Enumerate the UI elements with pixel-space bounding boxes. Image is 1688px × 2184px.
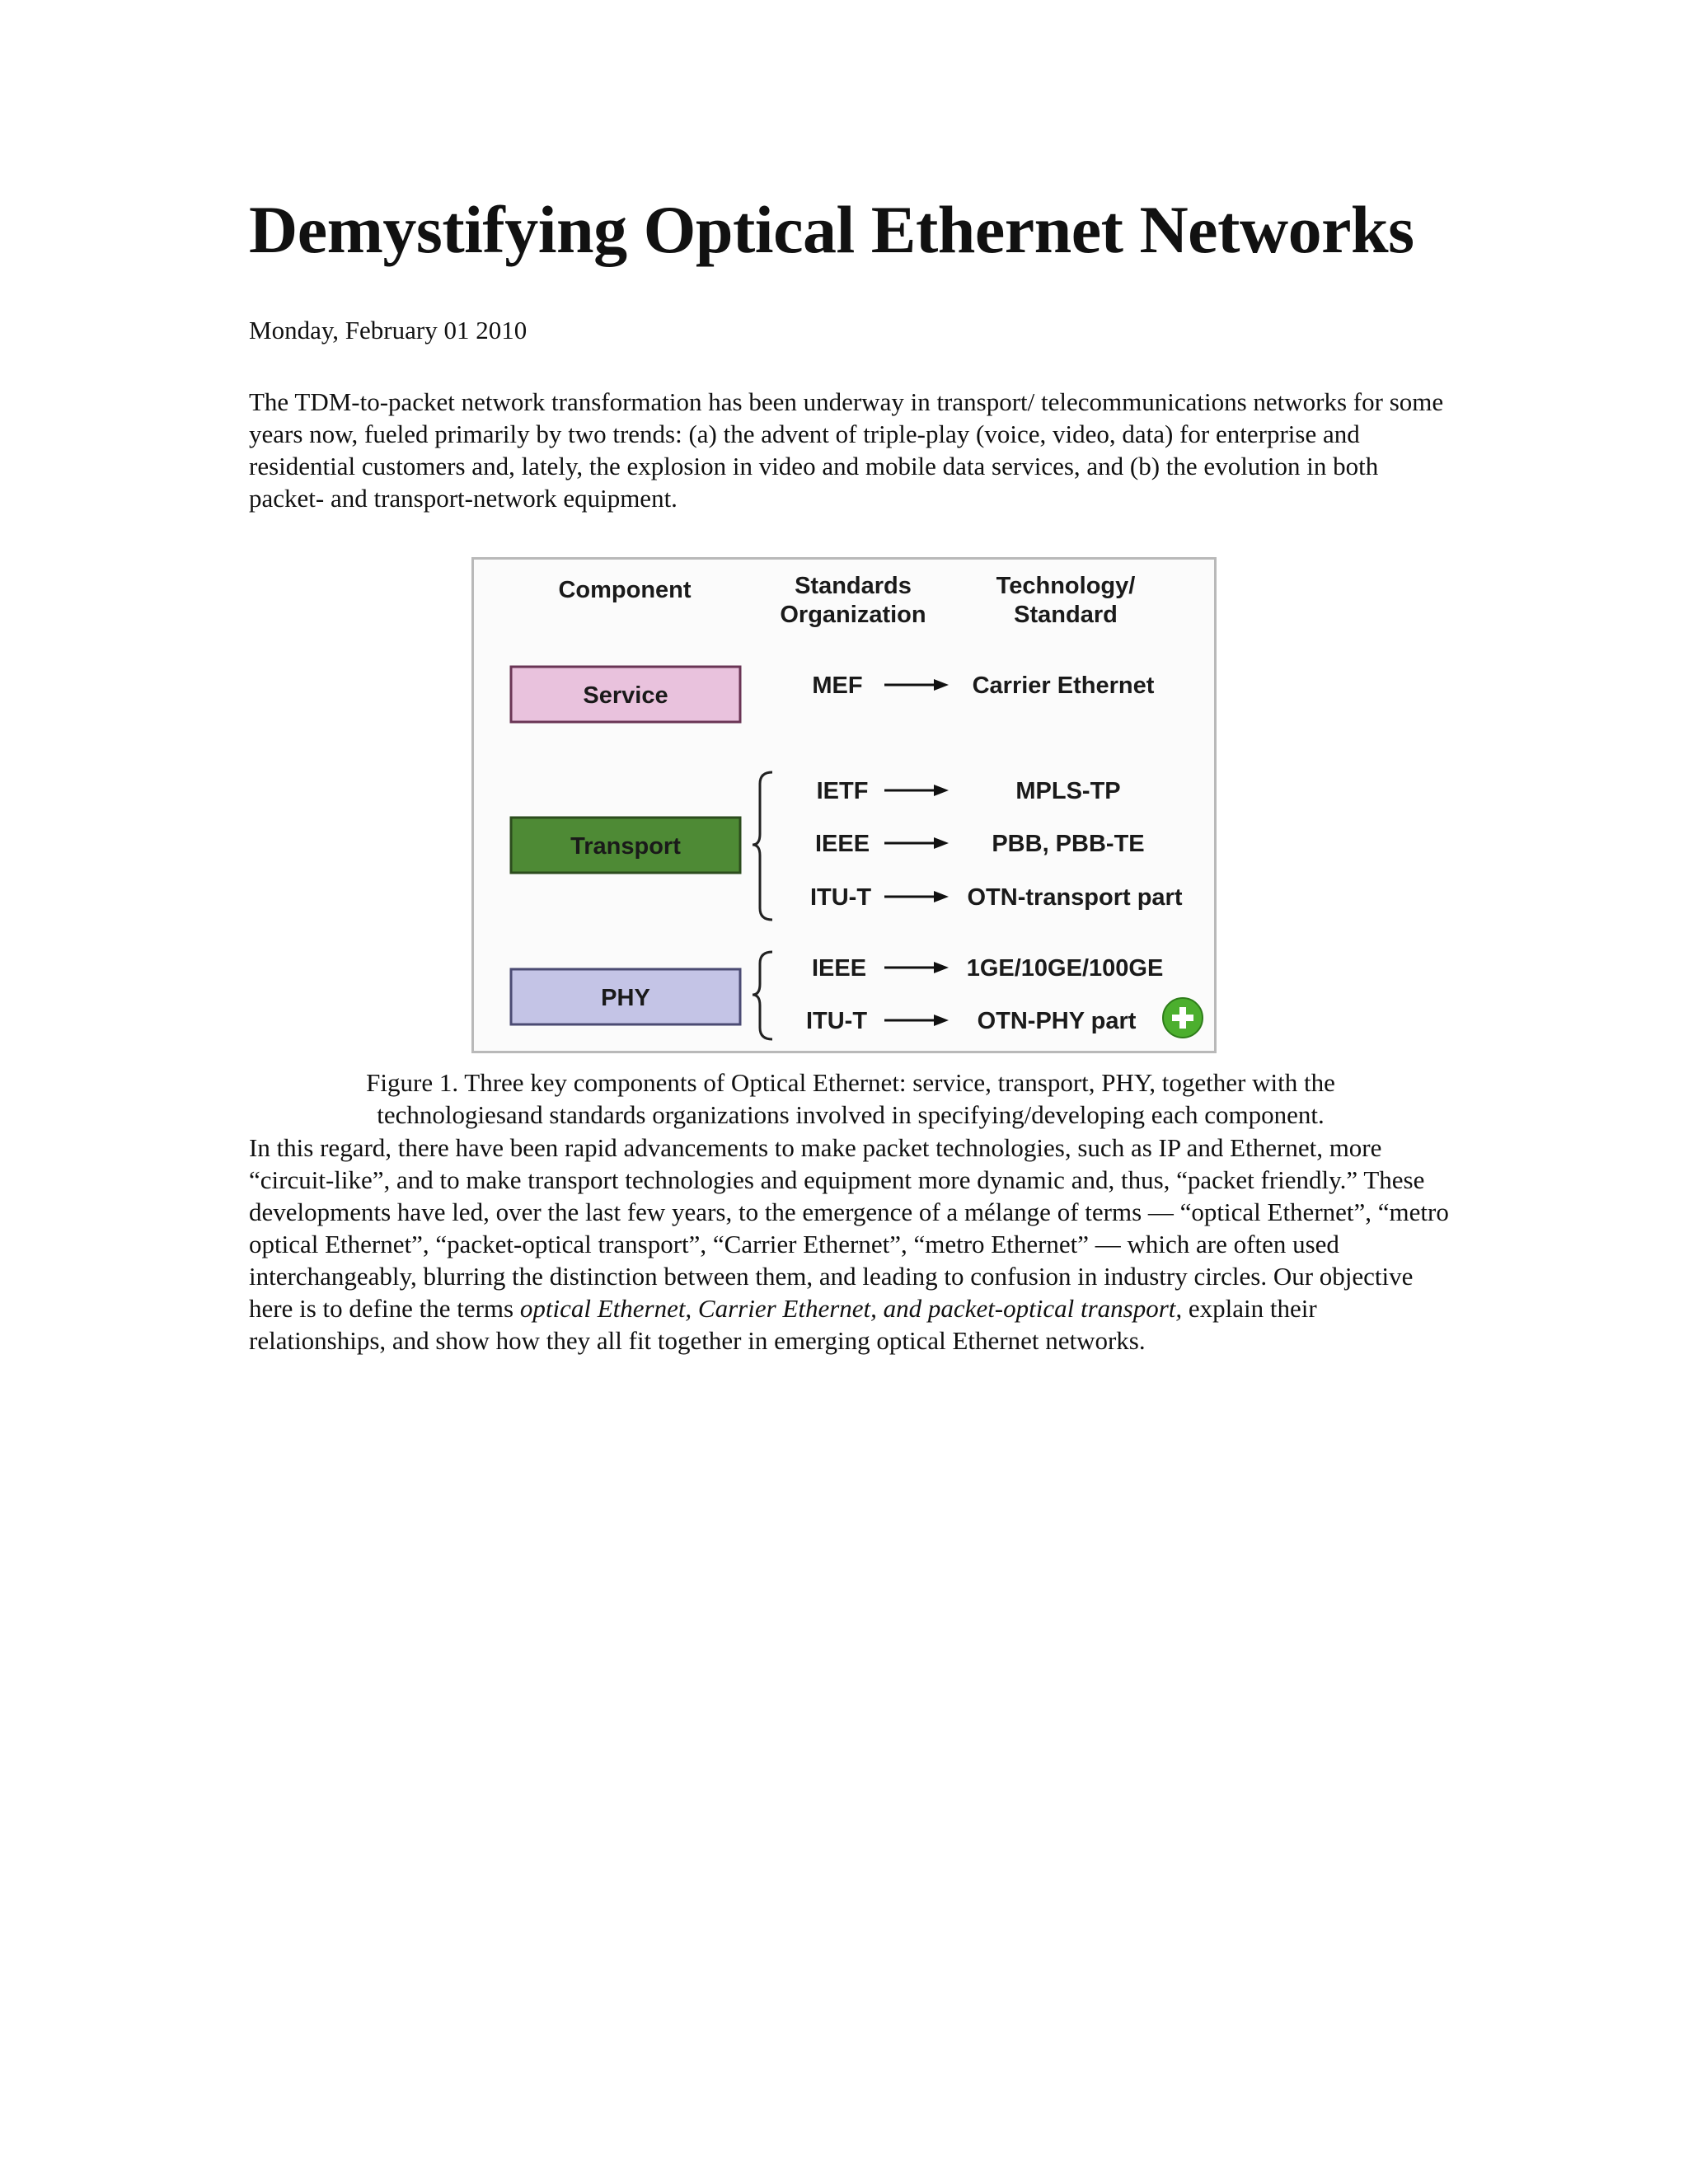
org-ieee: IEEE [811,955,867,982]
arrow-head [934,837,949,849]
tech-otn-phy: OTN-PHY part [977,1008,1137,1034]
arrow-head [934,1015,949,1026]
body-text-start: In this regard, there have been rapid advancements to make packet technologies, such as IP and Ethernet, more “circuit-like”, and to make transport technologies and equipment more dynamic and, thus, “packet friendly.” These developments have led, over the last few years, to the emergence of a mélange of terms — “optical Ethernet”, “metro optical Ethernet”, “packet-optical transport”, “Carrier Ethernet”, “metro Ethernet” — which are often used interchangeably, blurring the distinction between them, and leading to confusion in industry circles. Our objective here is to define the terms [249,1133,1449,1323]
header-tech-line1: Technology/ [996,573,1136,599]
tech-otn-transport: OTN-transport part [967,884,1183,911]
mapping-row-itut-phy [806,1008,1137,1034]
figure-1 [471,557,1217,1053]
org-mef: MEF [812,673,863,699]
plus-icon [1163,998,1203,1038]
header-component: Component [558,577,692,603]
arrow-head [934,679,949,691]
component-service-label: Service [583,682,668,709]
component-transport [511,818,740,873]
publish-date: Monday, February 01 2010 [249,316,528,344]
page-title: Demystifying Optical Ethernet Networks [249,192,1414,267]
component-phy-label: PHY [601,985,650,1011]
component-phy [511,969,740,1024]
tech-carrier-ethernet: Carrier Ethernet [972,673,1155,699]
header-org-line1: Standards [795,573,912,599]
mapping-row-ieee-phy [812,955,1163,982]
body-paragraph [249,1132,1452,1357]
arrow-head [934,962,949,973]
figure-diagram [474,560,1214,1051]
tech-pbb: PBB, PBB-TE [992,831,1145,857]
mapping-row-itut-transport [810,884,1183,911]
body-text-italic: optical Ethernet, Carrier Ethernet, and packet-optical transport, [519,1294,1183,1323]
tech-ge-rates: 1GE/10GE/100GE [966,955,1164,982]
org-ieee: IEEE [814,831,870,857]
org-itut: ITU-T [809,884,872,911]
arrow-head [934,785,949,796]
org-itut: ITU-T [805,1008,868,1034]
figure-caption [249,1066,1452,1131]
mapping-row-mef [812,673,1154,699]
tech-mpls-tp: MPLS-TP [1015,778,1121,804]
org-ietf: IETF [816,778,869,804]
header-tech-line2: Standard [1014,602,1118,628]
body-text-end: explain their relationships, and show how they all fit together in emerging optical Ethernet networks. [249,1294,1317,1355]
intro-paragraph: The TDM-to-packet network transformation has been underway in transport/ telecommunications networks for some years now, fueled primarily by two trends: (a) the advent of triple-play (voice, video, data) for enterprise and residential customers and, lately, the explosion in video and mobile data services, and (b) the evolution in both packet- and transport-network equipment. [249,387,1444,513]
header-org-line2: Organization [780,602,926,628]
component-transport-label: Transport [570,833,681,860]
arrow-head [934,891,949,902]
mapping-row-ieee-transport [815,831,1145,857]
mapping-row-ietf [817,778,1121,804]
transport-brace [753,772,772,920]
component-service [511,667,740,722]
caption-line-2: technologiesand standards organizations involved in specifying/developing each component. [377,1100,1325,1129]
phy-brace [753,952,772,1039]
caption-line-1: Figure 1. Three key components of Optical Ethernet: service, transport, PHY, together with the [366,1068,1335,1097]
